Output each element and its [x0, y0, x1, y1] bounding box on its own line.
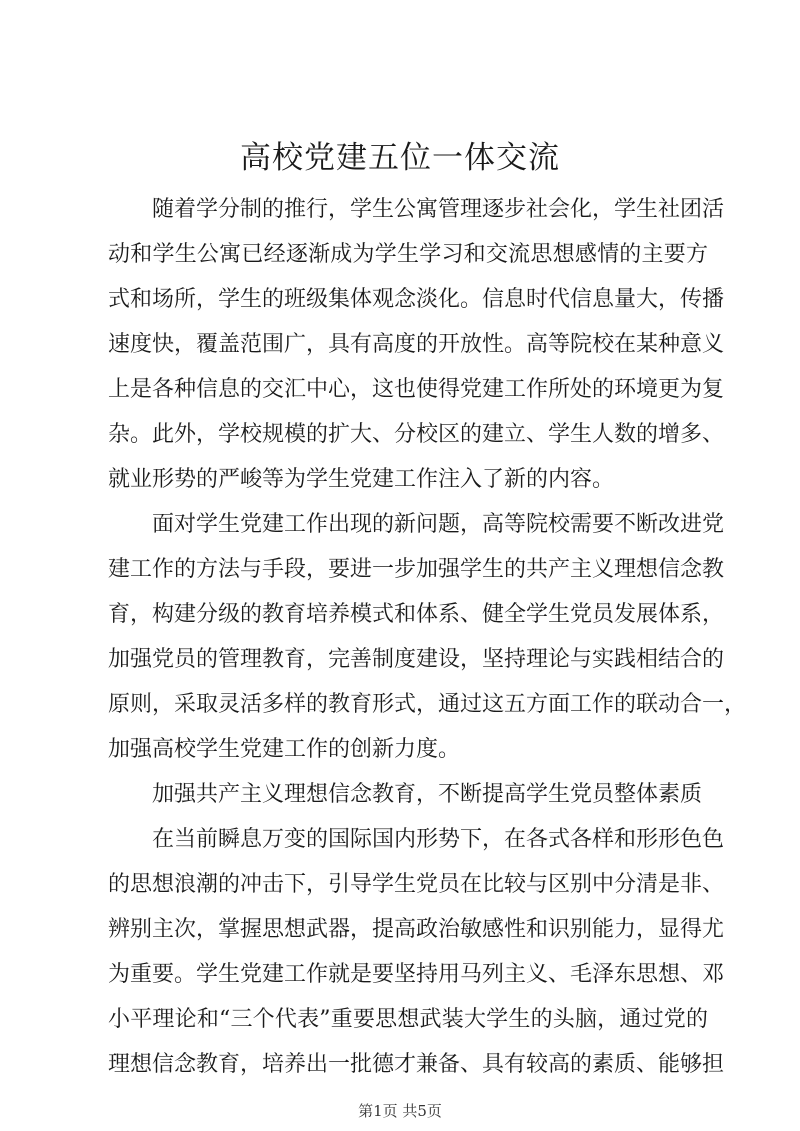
text-line: 加强高校学生党建工作的创新力度。 — [108, 737, 461, 762]
document-title: 高校党建五位一体交流 — [240, 140, 560, 176]
text-line: 上是各种信息的交汇中心，这也使得党建工作所处的环境更为复 — [108, 377, 725, 402]
text-line: 理想信念教育，培养出一批德才兼备、具有较高的素质、能够担 — [108, 1052, 725, 1077]
text-line: 为重要。学生党建工作就是要坚持用马列主义、毛泽东思想、邓 — [108, 962, 725, 987]
text-line: 的思想浪潮的冲击下，引导学生党员在比较与区别中分清是非、 — [108, 872, 725, 897]
text-line: 在当前瞬息万变的国际国内形势下，在各式各样和形形色色 — [152, 827, 725, 852]
text-line: 动和学生公寓已经逐渐成为学生学习和交流思想感情的主要方 — [108, 242, 708, 267]
text-line: 原则，采取灵活多样的教育形式，通过这五方面工作的联动合一， — [108, 692, 747, 717]
text-line: 面对学生党建工作出现的新问题，高等院校需要不断改进党 — [152, 512, 725, 537]
page-footer: 第1页 共5页 — [358, 1102, 442, 1120]
text-line: 辨别主次，掌握思想武器，提高政治敏感性和识别能力，显得尤 — [108, 917, 725, 942]
text-line: 杂。此外，学校规模的扩大、分校区的建立、学生人数的增多、 — [108, 422, 725, 447]
text-line: 加强共产主义理想信念教育，不断提高学生党员整体素质 — [152, 782, 703, 807]
text-line: 建工作的方法与手段，要进一步加强学生的共产主义理想信念教 — [108, 557, 725, 582]
text-line: 加强党员的管理教育，完善制度建设，坚持理论与实践相结合的 — [108, 647, 725, 672]
text-line: 小平理论和“三个代表”重要思想武装大学生的头脑，通过党的 — [108, 1007, 708, 1032]
document-body — [108, 187, 747, 1087]
text-line: 就业形势的严峻等为学生党建工作注入了新的内容。 — [108, 467, 615, 492]
text-line: 速度快，覆盖范围广，具有高度的开放性。高等院校在某种意义 — [108, 332, 725, 357]
text-line: 育，构建分级的教育培养模式和体系、健全学生党员发展体系， — [108, 602, 725, 627]
text-line: 式和场所，学生的班级集体观念淡化。信息时代信息量大，传播 — [108, 287, 725, 312]
text-line: 随着学分制的推行，学生公寓管理逐步社会化，学生社团活 — [152, 197, 725, 222]
